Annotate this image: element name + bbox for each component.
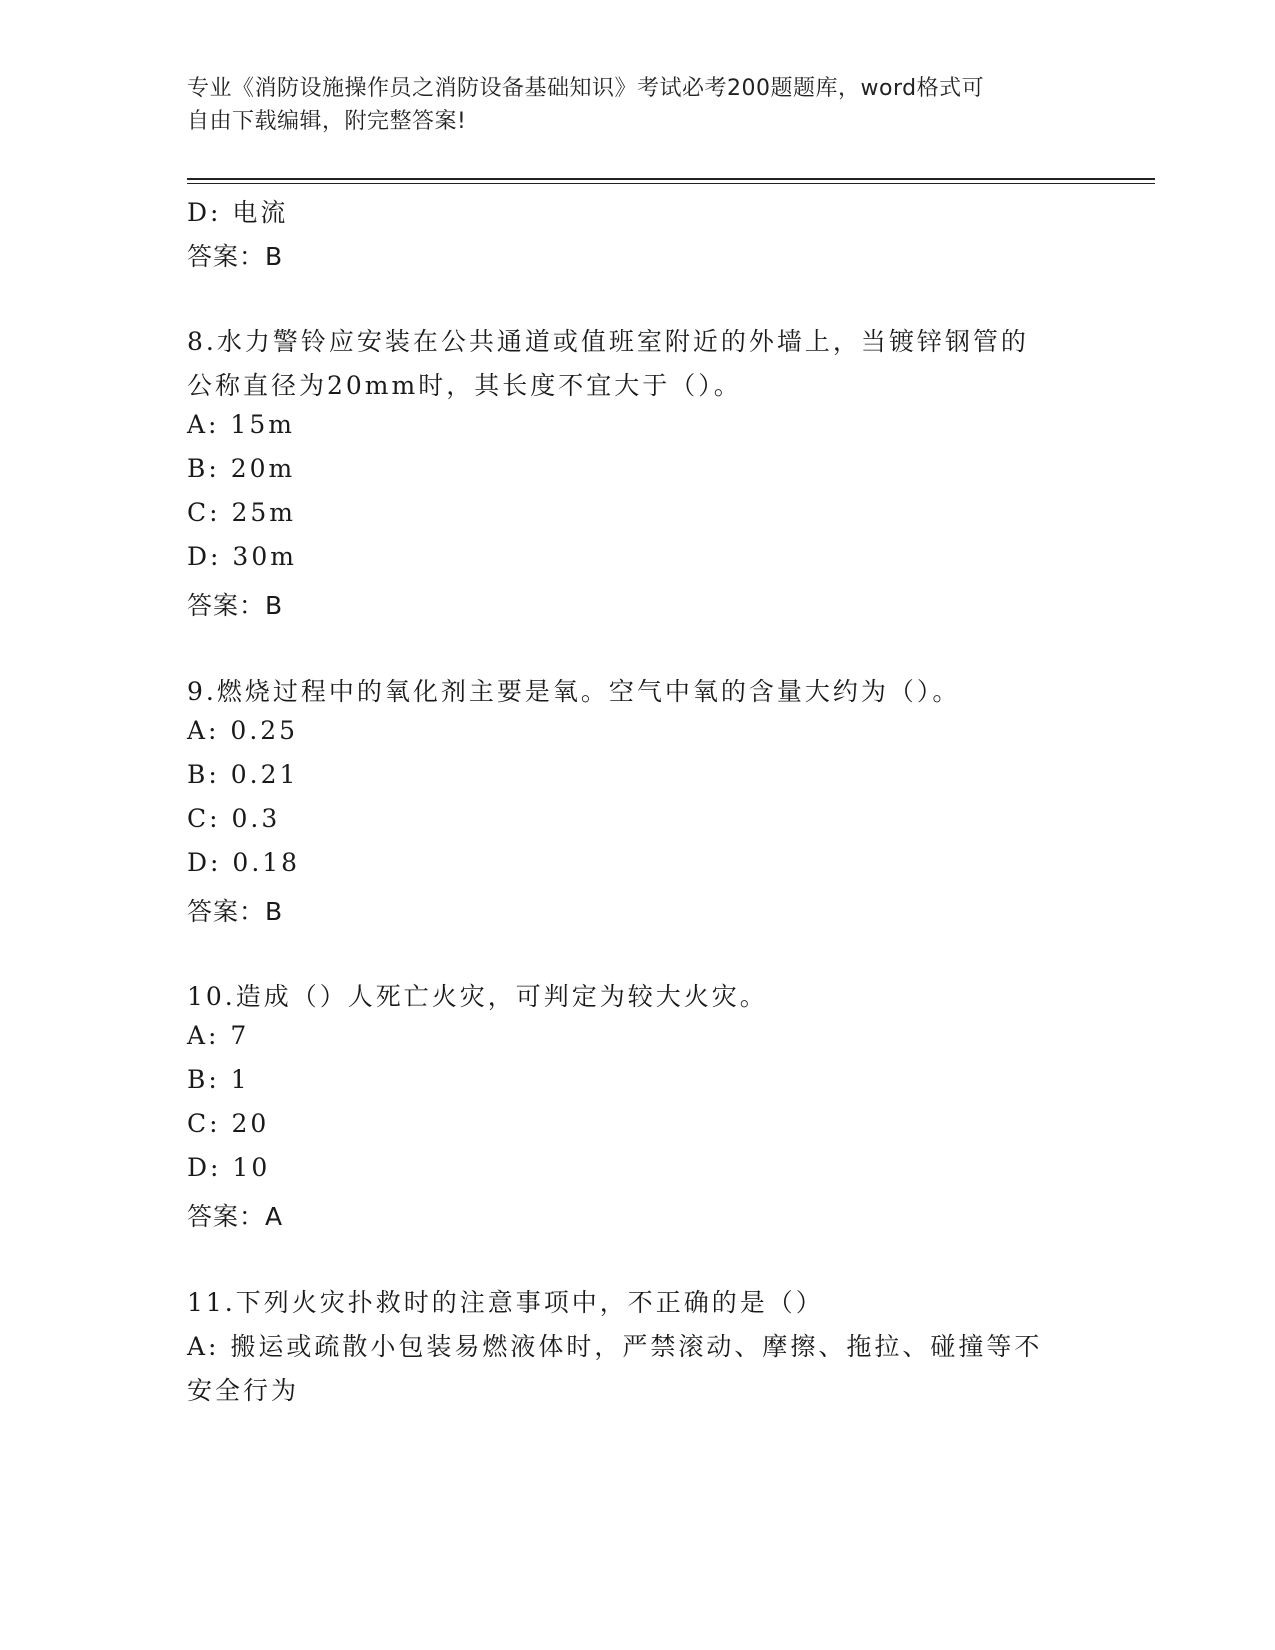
answer-line: 答案：B [187,897,284,926]
option-b: B: 20m [187,454,296,483]
option-d: D: 0.18 [187,848,301,877]
option-a-continued: 安全行为 [187,1376,300,1405]
header-line-1: 专业《消防设施操作员之消防设备基础知识》考试必考200题题库，word格式可 [187,76,985,101]
option-a: A: 7 [187,1021,250,1050]
question-stem: 11.下列火灾扑救时的注意事项中，不正确的是（） [187,1288,824,1317]
question-stem: 8.水力警铃应安装在公共通道或值班室附近的外墙上，当镀锌钢管的 [187,327,1029,356]
question-stem: 10.造成（）人死亡火灾，可判定为较大火灾。 [187,982,768,1011]
option-a: A: 15m [187,410,295,439]
option-a: A: 0.25 [187,716,299,745]
option-b: B: 1 [187,1065,250,1094]
header-text [187,72,1087,138]
header-divider-thick [187,178,1155,180]
option-b: B: 0.21 [187,760,299,789]
option-a: A: 搬运或疏散小包装易燃液体时，严禁滚动、摩擦、拖拉、碰撞等不 [187,1332,1043,1361]
option-d: D: 30m [187,542,297,571]
header-divider-thin [187,183,1155,184]
option-c: C: 25m [187,498,297,527]
answer-line: 答案：B [187,242,284,271]
question-stem-continued: 公称直径为20mm时，其长度不宜大于（）。 [187,371,742,400]
answer-line: 答案：B [187,591,284,620]
header-line-2: 自由下载编辑，附完整答案! [187,109,467,134]
option-c: C: 20 [187,1109,270,1138]
answer-line: 答案：A [187,1202,284,1231]
option-c: C: 0.3 [187,804,281,833]
question-stem: 9.燃烧过程中的氧化剂主要是氧。空气中氧的含量大约为（）。 [187,677,961,706]
option-d: D: 10 [187,1153,271,1182]
option-d: D: 电流 [187,198,289,227]
